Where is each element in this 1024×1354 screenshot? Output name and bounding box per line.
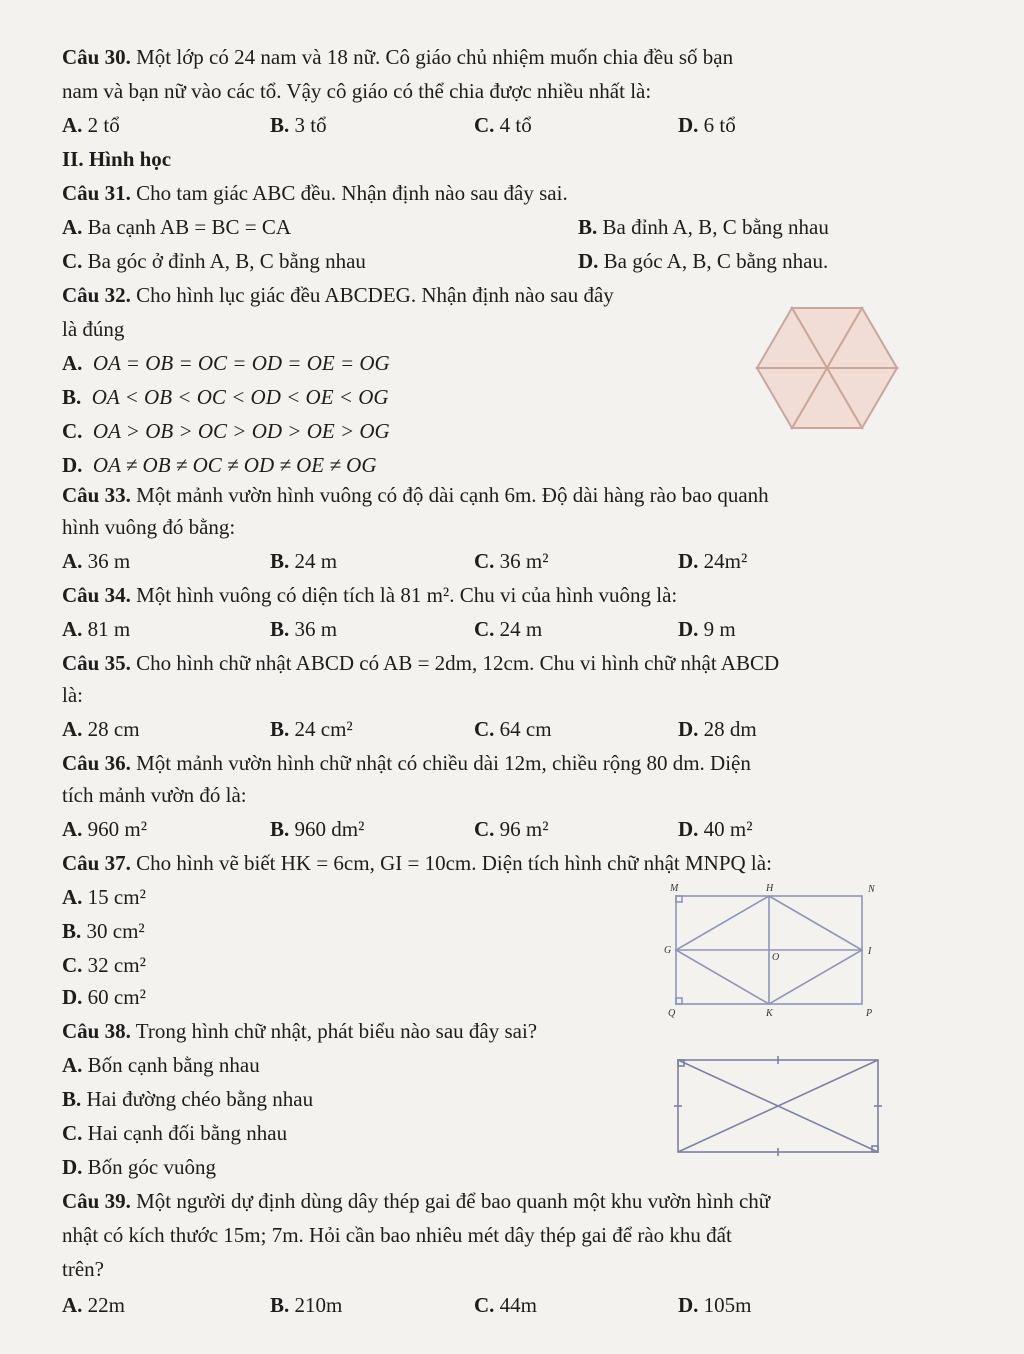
q35-label: Câu 35. [62,651,131,675]
q33-option-c-text: 36 m² [499,549,549,573]
q39-option-d-text: 105m [703,1293,752,1317]
q33-text2: hình vuông đó bằng: [62,515,236,539]
q34-option-b-text: 36 m [294,617,338,641]
q30-option-c-text: 4 tổ [499,113,532,137]
q36-option-a[interactable] [62,816,147,842]
q34-text: Một hình vuông có diện tích là 81 m². Chu vi của hình vuông là: [136,583,678,607]
q35-option-d[interactable] [678,716,757,742]
q36-option-d-label: D. [678,817,699,841]
q33-option-c[interactable] [474,548,549,574]
q37-option-d-text: 60 cm² [87,985,146,1009]
q39-option-c-label: C. [474,1293,495,1317]
q35-option-b-label: B. [270,717,290,741]
q33-option-b-label: B. [270,549,290,573]
q34-option-c-label: C. [474,617,495,641]
q32-option-a-label: A. [62,351,83,375]
q30-option-c-label: C. [474,113,495,137]
label-n: N [868,884,875,895]
q38-option-b[interactable] [62,1086,313,1112]
q34-line [62,582,677,608]
q34-option-d[interactable] [678,616,736,642]
q34-option-c-text: 24 m [499,617,543,641]
q39-label: Câu 39. [62,1189,131,1213]
q36-option-a-label: A. [62,817,83,841]
q30-option-b[interactable] [270,112,327,138]
q38-option-d[interactable] [62,1154,216,1180]
q32-text2: là đúng [62,317,125,341]
q39-text1: Một người dự định dùng dây thép gai để bao quanh một khu vườn hình chữ [136,1189,771,1213]
q34-option-d-text: 9 m [703,617,736,641]
q39-option-d-label: D. [678,1293,699,1317]
q38-label: Câu 38. [62,1019,131,1043]
q31-option-a-label: A. [62,215,83,239]
q33-label: Câu 33. [62,483,131,507]
q39-option-b-label: B. [270,1293,290,1317]
q30-option-c[interactable] [474,112,532,138]
q30-option-a-text: 2 tổ [87,113,120,137]
q35-option-b[interactable] [270,716,353,742]
q38-option-c-text: Hai cạnh đối bằng nhau [87,1121,288,1145]
q32-text1: Cho hình lục giác đều ABCDEG. Nhận định nào sau đây [136,283,614,307]
q32-option-d-label: D. [62,453,83,477]
section-heading: II. Hình học [62,147,172,171]
q33-option-a[interactable] [62,548,130,574]
q36-text1: Một mảnh vườn hình chữ nhật có chiều dài 12m, chiều rộng 80 dm. Diện [136,751,751,775]
q35-option-d-label: D. [678,717,699,741]
q36-label: Câu 36. [62,751,131,775]
q32-option-b-text: OA < OB < OC < OD < OE < OG [91,385,389,409]
q37-option-a-label: A. [62,885,83,909]
q38-option-d-label: D. [62,1155,83,1179]
q37-option-a-text: 15 cm² [87,885,146,909]
q37-option-b-label: B. [62,919,82,943]
q32-option-c-label: C. [62,419,83,443]
q35-line1 [62,650,779,676]
q31-option-b[interactable] [578,214,829,240]
q36-option-c-label: C. [474,817,495,841]
q38-option-b-text: Hai đường chéo bằng nhau [86,1087,314,1111]
q38-option-c[interactable] [62,1120,287,1146]
right-angle-mark-m [676,896,682,902]
q39-option-d[interactable] [678,1292,752,1318]
q36-option-c[interactable] [474,816,549,842]
q32-line1 [62,282,614,308]
q31-text: Cho tam giác ABC đều. Nhận định nào sau đây sai. [136,181,568,205]
label-q: Q [668,1008,676,1019]
q37-label: Câu 37. [62,851,131,875]
q33-option-a-label: A. [62,549,83,573]
q34-option-c[interactable] [474,616,542,642]
q37-option-d-label: D. [62,985,83,1009]
q34-label: Câu 34. [62,583,131,607]
q34-option-b-label: B. [270,617,290,641]
q30-label: Câu 30. [62,45,131,69]
hexagon-triangles [757,308,897,428]
q36-option-a-text: 960 m² [87,817,148,841]
q38-option-d-text: Bốn góc vuông [87,1155,216,1179]
q39-text2: nhật có kích thước 15m; 7m. Hỏi cần bao nhiêu mét dây thép gai để rào khu đất [62,1223,732,1247]
q30-option-b-text: 3 tổ [294,113,327,137]
q36-option-b-label: B. [270,817,290,841]
label-g: G [664,945,672,956]
q31-option-c[interactable] [62,248,366,274]
q30-option-d-label: D. [678,113,699,137]
q39-option-b-text: 210m [294,1293,343,1317]
q33-line1 [62,482,769,508]
q30-option-d-text: 6 tổ [703,113,736,137]
q34-option-a[interactable] [62,616,130,642]
q34-option-a-label: A. [62,617,83,641]
q32-option-b-label: B. [62,385,82,409]
q39-text3: trên? [62,1257,104,1281]
q32-option-d-text: OA ≠ OB ≠ OC ≠ OD ≠ OE ≠ OG [92,453,377,477]
q33-text1: Một mảnh vườn hình vuông có độ dài cạnh 6m. Độ dài hàng rào bao quanh [136,483,769,507]
q37-option-b[interactable] [62,918,145,944]
q38-option-a[interactable] [62,1052,260,1078]
q35-option-b-text: 24 cm² [294,717,353,741]
q36-option-b[interactable] [270,816,364,842]
q31-option-d-text: Ba góc A, B, C bằng nhau. [603,249,829,273]
q35-text1: Cho hình chữ nhật ABCD có AB = 2dm, 12cm. Chu vi hình chữ nhật ABCD [136,651,780,675]
q37-option-c-label: C. [62,953,83,977]
q31-option-c-label: C. [62,249,83,273]
q37-option-b-text: 30 cm² [86,919,145,943]
q30-option-d[interactable] [678,112,736,138]
label-h: H [766,883,774,894]
q30-option-b-label: B. [270,113,290,137]
q39-option-a-label: A. [62,1293,83,1317]
q33-option-c-label: C. [474,549,495,573]
q36-option-d-text: 40 m² [703,817,753,841]
q31-option-a-text: Ba cạnh AB = BC = CA [87,215,292,239]
q32-option-a[interactable] [62,350,390,376]
q31-option-b-label: B. [578,215,598,239]
q38-option-a-label: A. [62,1053,83,1077]
label-i: I [868,946,872,957]
q37-option-d[interactable] [62,984,146,1010]
q31-label: Câu 31. [62,181,131,205]
q37-line [62,850,772,876]
q32-option-c-text: OA > OB > OC > OD > OE > OG [92,419,390,443]
q35-option-a-text: 28 cm [87,717,140,741]
q35-option-a[interactable] [62,716,140,742]
q33-option-d-label: D. [678,549,699,573]
q33-option-a-text: 36 m [87,549,131,573]
q35-option-c-label: C. [474,717,495,741]
q31-line [62,180,568,206]
label-m: M [670,883,679,894]
q33-option-b[interactable] [270,548,337,574]
q30-line1 [62,44,733,70]
label-p: P [866,1008,873,1019]
q30-option-a-label: A. [62,113,83,137]
q36-text2: tích mảnh vườn đó là: [62,783,247,807]
q37-option-c[interactable] [62,952,146,978]
q37-text: Cho hình vẽ biết HK = 6cm, GI = 10cm. Diện tích hình chữ nhật MNPQ là: [136,851,772,875]
q33-option-b-text: 24 m [294,549,338,573]
q34-option-b[interactable] [270,616,337,642]
q32-option-a-text: OA = OB = OC = OD = OE = OG [92,351,390,375]
q39-option-c-text: 44m [499,1293,538,1317]
q30-option-a[interactable] [62,112,120,138]
q33-option-d-text: 24m² [703,549,748,573]
q39-line1 [62,1188,770,1214]
q37-option-a[interactable] [62,884,146,910]
q31-option-c-text: Ba góc ở đỉnh A, B, C bằng nhau [87,249,366,273]
q32-option-d[interactable] [62,452,376,478]
q30-text2: nam và bạn nữ vào các tổ. Vậy cô giáo có thể chia được nhiều nhất là: [62,79,652,103]
q31-option-d-label: D. [578,249,599,273]
q37-option-c-text: 32 cm² [87,953,146,977]
q31-option-b-text: Ba đỉnh A, B, C bằng nhau [602,215,829,239]
label-k: K [766,1008,773,1019]
rectangle-mnpq-figure [660,880,890,1020]
q35-option-c[interactable] [474,716,552,742]
q35-option-d-text: 28 dm [703,717,757,741]
q33-option-d[interactable] [678,548,747,574]
q35-option-a-label: A. [62,717,83,741]
q38-option-a-text: Bốn cạnh bằng nhau [87,1053,260,1077]
q38-line [62,1018,537,1044]
q31-option-a[interactable] [62,214,291,240]
q38-option-c-label: C. [62,1121,83,1145]
q39-option-a-text: 22m [87,1293,126,1317]
q34-option-d-label: D. [678,617,699,641]
q38-option-b-label: B. [62,1087,82,1111]
q39-option-c[interactable] [474,1292,537,1318]
q35-text2: là: [62,683,83,707]
q34-option-a-text: 81 m [87,617,131,641]
q38-text: Trong hình chữ nhật, phát biểu nào sau đây sai? [135,1019,538,1043]
right-angle-mark-q [676,998,682,1004]
q30-text1: Một lớp có 24 nam và 18 nữ. Cô giáo chủ nhiệm muốn chia đều số bạn [136,45,734,69]
q39-option-a[interactable] [62,1292,125,1318]
q36-option-c-text: 96 m² [499,817,549,841]
q31-option-d[interactable] [578,248,828,274]
q32-option-c[interactable] [62,418,390,444]
q39-option-b[interactable] [270,1292,342,1318]
q36-option-d[interactable] [678,816,753,842]
hexagon-figure [752,296,912,436]
label-o: O [772,952,780,963]
q36-option-b-text: 960 dm² [294,817,365,841]
q36-line1 [62,750,751,776]
q32-label: Câu 32. [62,283,131,307]
q35-option-c-text: 64 cm [499,717,552,741]
q32-option-b[interactable] [62,384,389,410]
rectangle-diagonals-figure [668,1050,890,1162]
